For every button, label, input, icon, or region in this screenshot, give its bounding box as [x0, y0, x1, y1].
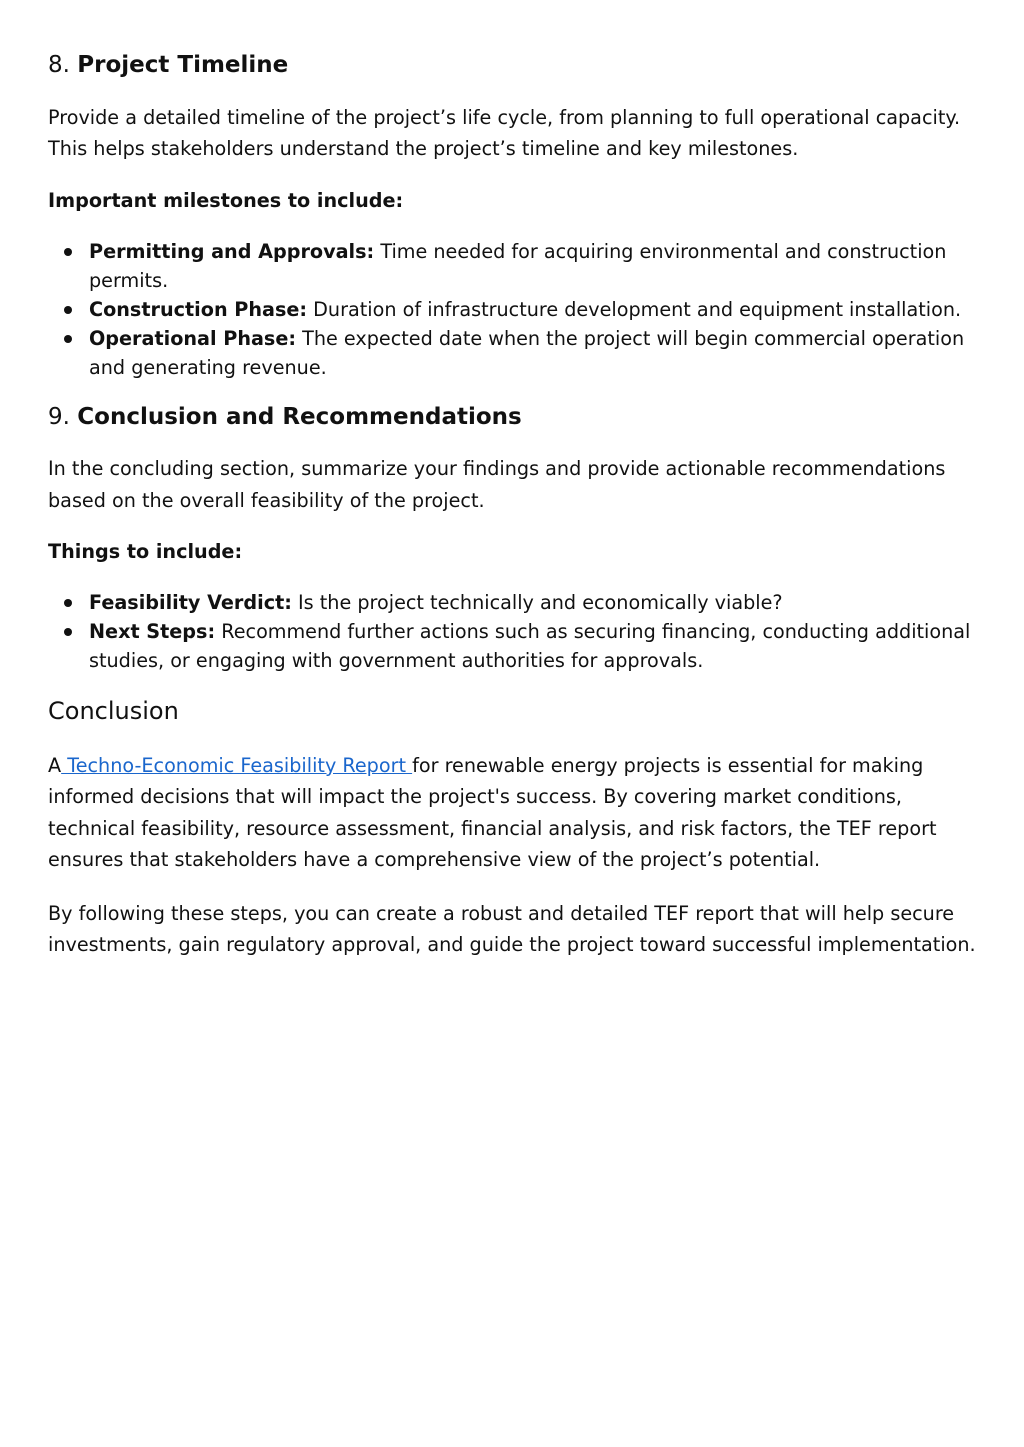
section-8-number: 8.: [48, 52, 70, 78]
bullet-icon: [64, 306, 72, 314]
conclusion-paragraph-1: [48, 750, 978, 876]
section-8-intro: Provide a detailed timeline of the project’s life cycle, from planning to full operational capacity. This helps stakeholders understand the project’s timeline and key milestones.: [48, 105, 961, 161]
list-item: [89, 295, 978, 324]
list-item: [89, 588, 978, 617]
list-item: [89, 617, 978, 675]
milestones-list: [48, 237, 978, 382]
section-8-title: Project Timeline: [77, 52, 289, 78]
list-item-term: Permitting and Approvals:: [89, 239, 375, 263]
document-page: [48, 52, 978, 983]
list-item-term: Construction Phase:: [89, 297, 308, 321]
list-item: [89, 237, 978, 295]
list-item-text: Is the project technically and economically viable?: [291, 591, 783, 615]
section-9-heading: [48, 404, 978, 432]
conclusion-paragraph-2: By following these steps, you can create a robust and detailed TEF report that will help secure investments, gain regulatory approval, and guide the project toward successful implementation.: [48, 901, 976, 957]
bullet-icon: [64, 599, 72, 607]
list-item-text: The expected date when the project will begin commercial operation and generating revenue.: [89, 326, 965, 379]
conclusion-heading: Conclusion: [48, 697, 179, 726]
list-item: [89, 324, 978, 382]
bullet-icon: [64, 628, 72, 636]
bullet-icon: [64, 335, 72, 343]
section-9-intro: In the concluding section, summarize your findings and provide actionable recommendations based on the overall feasibility of the project.: [48, 457, 946, 512]
tef-report-link[interactable]: Techno-Economic Feasibility Report: [61, 753, 413, 777]
list-item-text: Duration of infrastructure development and equipment installation.: [307, 297, 962, 321]
bullet-icon: [64, 248, 72, 256]
list-item-term: Next Steps:: [89, 620, 216, 644]
section-9-number: 9.: [48, 403, 70, 430]
list-item-term: Operational Phase:: [89, 326, 297, 350]
section-8-heading: [48, 52, 978, 80]
conclusion-prefix: A: [48, 753, 62, 777]
section-9-subheading: Things to include:: [48, 540, 243, 564]
section-9-title: Conclusion and Recommendations: [77, 403, 522, 430]
things-to-include-list: [48, 588, 978, 675]
section-8-subheading: Important milestones to include:: [48, 188, 404, 212]
list-item-term: Feasibility Verdict:: [89, 591, 292, 615]
list-item-text: Time needed for acquiring environmental and construction permits.: [89, 239, 947, 292]
list-item-text: Recommend further actions such as securing financing, conducting additional studies, or engaging with government authorities for approvals.: [89, 620, 971, 673]
conclusion-body: for renewable energy projects is essential for making informed decisions that will impact the project's success. By covering market conditions, technical feasibility, resource assessment, financial analysis, and risk factors, the TEF report ensures that stakeholders have a comprehensive view of the project’s potential.: [48, 753, 937, 872]
